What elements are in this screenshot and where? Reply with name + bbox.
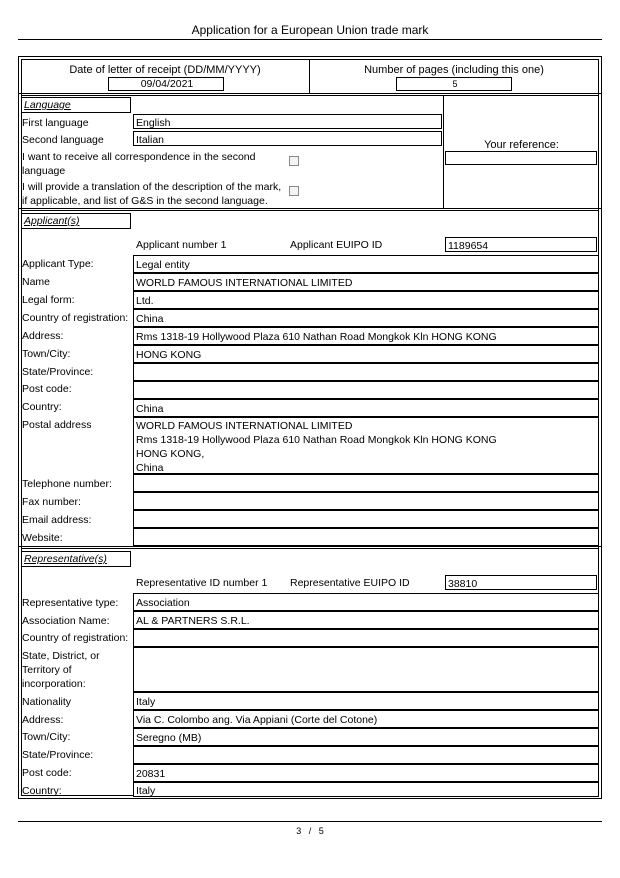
postal-line-4: China	[136, 462, 164, 474]
divider	[21, 95, 599, 96]
applicant-country-label: Country:	[22, 401, 62, 413]
pages-field[interactable]: 5	[396, 77, 512, 91]
postal-line-1: WORLD FAMOUS INTERNATIONAL LIMITED	[136, 420, 353, 432]
representative-province-label: State/Province:	[22, 749, 94, 761]
divider	[21, 210, 599, 211]
website-label: Website:	[22, 532, 63, 544]
representative-type-field[interactable]: Association	[133, 593, 599, 611]
state-district-field[interactable]	[133, 647, 599, 692]
second-language-label: Second language	[22, 134, 104, 146]
fax-label: Fax number:	[22, 496, 81, 508]
applicant-country-field[interactable]: China	[133, 399, 599, 417]
applicant-name-label: Name	[22, 276, 51, 288]
email-field[interactable]	[133, 510, 599, 528]
page-number: 3	[296, 826, 302, 836]
state-district-label-2: Territory of	[22, 664, 72, 676]
applicant-country-reg-field[interactable]: China	[133, 309, 599, 327]
page-indicator	[0, 825, 620, 838]
representative-type-label: Representative type:	[22, 597, 119, 609]
association-name-field[interactable]: AL & PARTNERS S.R.L.	[133, 611, 599, 629]
divider	[18, 208, 602, 209]
legal-form-label: Legal form:	[22, 294, 75, 306]
representative-country-field[interactable]: Italy	[133, 782, 599, 797]
divider	[21, 548, 599, 549]
applicant-state-field[interactable]	[133, 363, 599, 381]
applicant-euipo-label: Applicant EUIPO ID	[290, 239, 383, 251]
nationality-field[interactable]: Italy	[133, 692, 599, 710]
representative-province-field[interactable]	[133, 746, 599, 764]
applicant-address-field[interactable]: Rms 1318-19 Hollywood Plaza 610 Nathan Road Mongkok Kln HONG KONG	[133, 327, 599, 345]
representative-address-label: Address:	[22, 714, 64, 726]
reference-field[interactable]	[445, 151, 597, 165]
page-total: 5	[318, 826, 324, 836]
correspondence-text-2: language	[22, 165, 66, 177]
applicant-town-label: Town/City:	[22, 348, 71, 360]
representative-euipo-field[interactable]: 38810	[445, 575, 597, 590]
telephone-label: Telephone number:	[22, 478, 112, 490]
second-language-field[interactable]: Italian	[133, 131, 442, 146]
receipt-date-label: Date of letter of receipt (DD/MM/YYYY)	[69, 64, 261, 76]
representative-section-title: Representative(s)	[21, 551, 131, 567]
website-field[interactable]	[133, 528, 599, 546]
applicant-postcode-field[interactable]	[133, 381, 599, 399]
representative-number-label: Representative ID number 1	[136, 577, 268, 589]
applicant-euipo-field[interactable]: 1189654	[445, 237, 597, 252]
representative-postcode-field[interactable]: 20831	[133, 764, 599, 782]
applicant-type-label: Applicant Type:	[22, 258, 94, 270]
state-district-label-1: State, District, or	[22, 650, 100, 662]
telephone-field[interactable]	[133, 474, 599, 492]
postal-line-2: Rms 1318-19 Hollywood Plaza 610 Nathan Road Mongkok Kln HONG KONG	[136, 434, 497, 446]
page-separator: /	[308, 826, 312, 836]
page-title: Application for a European Union trade mark	[191, 23, 429, 37]
representative-town-label: Town/City:	[22, 731, 71, 743]
postal-line-3: HONG KONG,	[136, 448, 205, 460]
representative-town-field[interactable]: Seregno (MB)	[133, 728, 599, 746]
legal-form-field[interactable]: Ltd.	[133, 291, 599, 309]
applicant-type-field[interactable]: Legal entity	[133, 255, 599, 273]
applicant-country-reg-label: Country of registration:	[22, 312, 129, 324]
first-language-label: First language	[22, 117, 89, 129]
divider	[18, 546, 602, 547]
association-name-label: Association Name:	[22, 615, 110, 627]
language-section-title: Language	[21, 97, 131, 113]
state-district-label-3: incorporation:	[22, 678, 86, 690]
representative-postcode-label: Post code:	[22, 767, 72, 779]
divider	[21, 59, 599, 60]
first-language-field[interactable]: English	[133, 114, 442, 129]
applicant-address-label: Address:	[22, 330, 64, 342]
nationality-label: Nationality	[22, 696, 72, 708]
applicant-name-field[interactable]: WORLD FAMOUS INTERNATIONAL LIMITED	[133, 273, 599, 291]
fax-field[interactable]	[133, 492, 599, 510]
representative-address-field[interactable]: Via C. Colombo ang. Via Appiani (Corte del Cotone)	[133, 710, 599, 728]
header-rule	[18, 39, 602, 40]
correspondence-text-1: I want to receive all correspondence in the second	[22, 151, 256, 163]
divider	[18, 93, 602, 94]
applicant-number-label: Applicant number 1	[136, 239, 227, 251]
reference-label: Your reference:	[484, 139, 559, 151]
applicant-state-label: State/Province:	[22, 366, 94, 378]
postal-address-label: Postal address	[22, 419, 92, 431]
receipt-date-field[interactable]: 09/04/2021	[108, 77, 224, 91]
applicant-town-field[interactable]: HONG KONG	[133, 345, 599, 363]
email-label: Email address:	[22, 514, 92, 526]
applicant-postcode-label: Post code:	[22, 383, 72, 395]
representative-country-reg-label: Country of registration:	[22, 632, 129, 644]
footer-rule	[18, 821, 602, 822]
correspondence-checkbox[interactable]	[289, 156, 299, 166]
representative-country-label: Country:	[22, 785, 62, 797]
translation-text-2: if applicable, and list of G&S in the second language.	[22, 195, 268, 207]
pages-label: Number of pages (including this one)	[364, 64, 544, 76]
translation-text-1: I will provide a translation of the description of the mark,	[22, 181, 282, 193]
applicant-section-title: Applicant(s)	[21, 213, 131, 229]
translation-checkbox[interactable]	[289, 186, 299, 196]
representative-country-reg-field[interactable]	[133, 629, 599, 647]
postal-address-field[interactable]	[133, 417, 599, 474]
representative-euipo-label: Representative EUIPO ID	[290, 577, 410, 589]
